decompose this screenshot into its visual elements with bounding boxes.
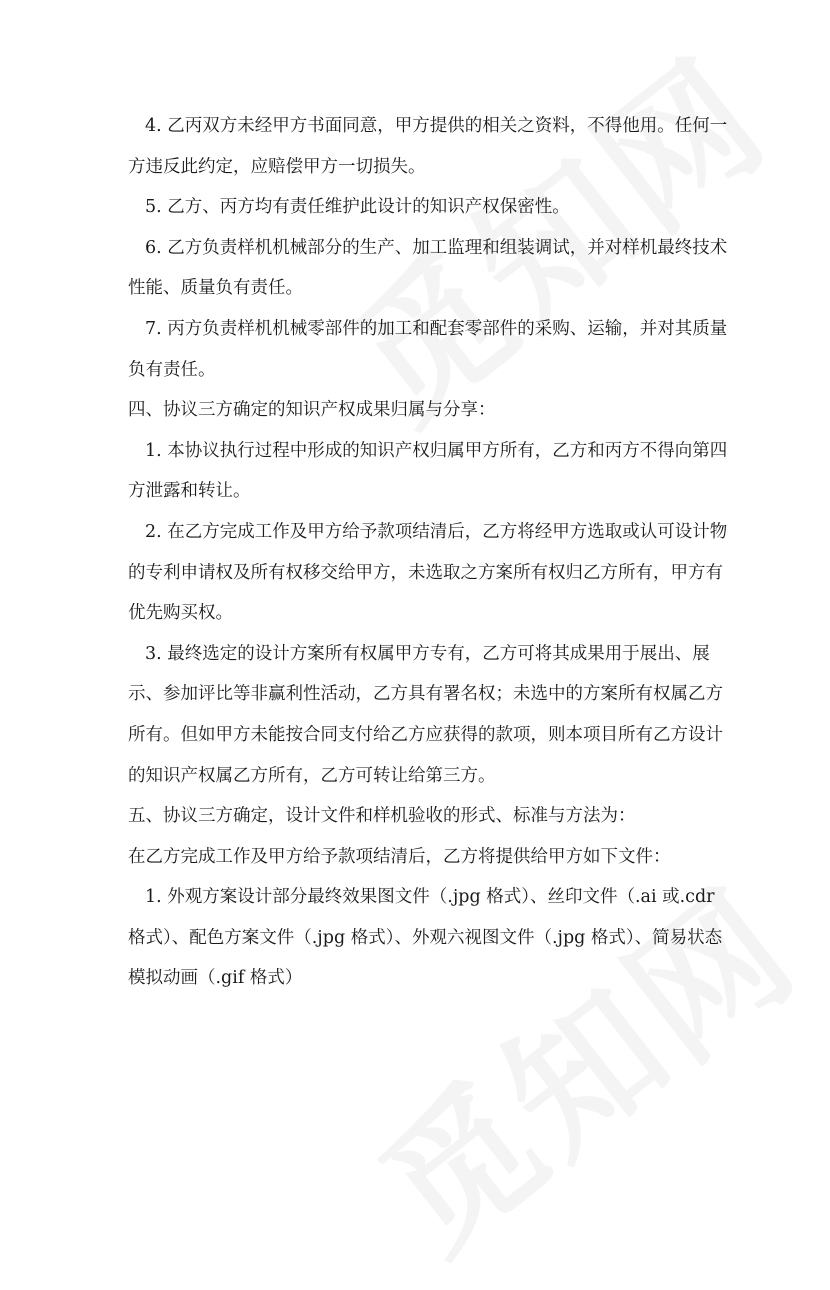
text-line: 负有责任。 — [128, 359, 216, 380]
document-body — [128, 106, 728, 999]
text-line: 6. 乙方负责样机机械部分的生产、加工监理和组装调试，并对样机最终技术 — [145, 237, 728, 258]
text-line: 模拟动画（.gif 格式） — [128, 968, 303, 989]
text-line: 性能、质量负有责任。 — [128, 278, 303, 299]
text-line: 2. 在乙方完成工作及甲方给予款项结清后，乙方将经甲方选取或认可设计物 — [145, 521, 728, 542]
text-line: 的知识产权属乙方所有，乙方可转让给第三方。 — [128, 765, 496, 786]
text-line: 方泄露和转让。 — [128, 481, 251, 502]
text-line: 五、协议三方确定，设计文件和样机验收的形式、标准与方法为： — [128, 806, 636, 827]
text-line: 四、协议三方确定的知识产权成果归属与分享： — [128, 400, 496, 421]
text-line: 1. 外观方案设计部分最终效果图文件（.jpg 格式）、丝印文件（.ai 或.cdr — [145, 887, 715, 908]
text-line: 1. 本协议执行过程中形成的知识产权归属甲方所有，乙方和丙方不得向第四 — [145, 440, 728, 461]
text-line: 在乙方完成工作及甲方给予款项结清后，乙方将提供给甲方如下文件： — [128, 846, 671, 867]
text-line: 优先购买权。 — [128, 603, 233, 624]
text-line: 方违反此约定，应赔偿甲方一切损失。 — [128, 156, 426, 177]
text-line: 示、参加评比等非赢利性活动，乙方具有署名权；未选中的方案所有权属乙方 — [128, 684, 723, 705]
text-line: 的专利申请权及所有权移交给甲方，未选取之方案所有权归乙方所有，甲方有 — [128, 562, 723, 583]
text-line: 4. 乙丙双方未经甲方书面同意，甲方提供的相关之资料，不得他用。任何一 — [145, 116, 728, 136]
text-line: 所有。但如甲方未能按合同支付给乙方应获得的款项，则本项目所有乙方设计 — [128, 724, 723, 745]
text-line: 格式）、配色方案文件（.jpg 格式）、外观六视图文件（.jpg 格式）、简易状态 — [128, 927, 723, 948]
text-line: 7. 丙方负责样机机械零部件的加工和配套零部件的采购、运输，并对其质量 — [145, 318, 728, 339]
text-line: 3. 最终选定的设计方案所有权属甲方专有，乙方可将其成果用于展出、展 — [145, 643, 710, 664]
text-line: 5. 乙方、丙方均有责任维护此设计的知识产权保密性。 — [145, 197, 570, 218]
